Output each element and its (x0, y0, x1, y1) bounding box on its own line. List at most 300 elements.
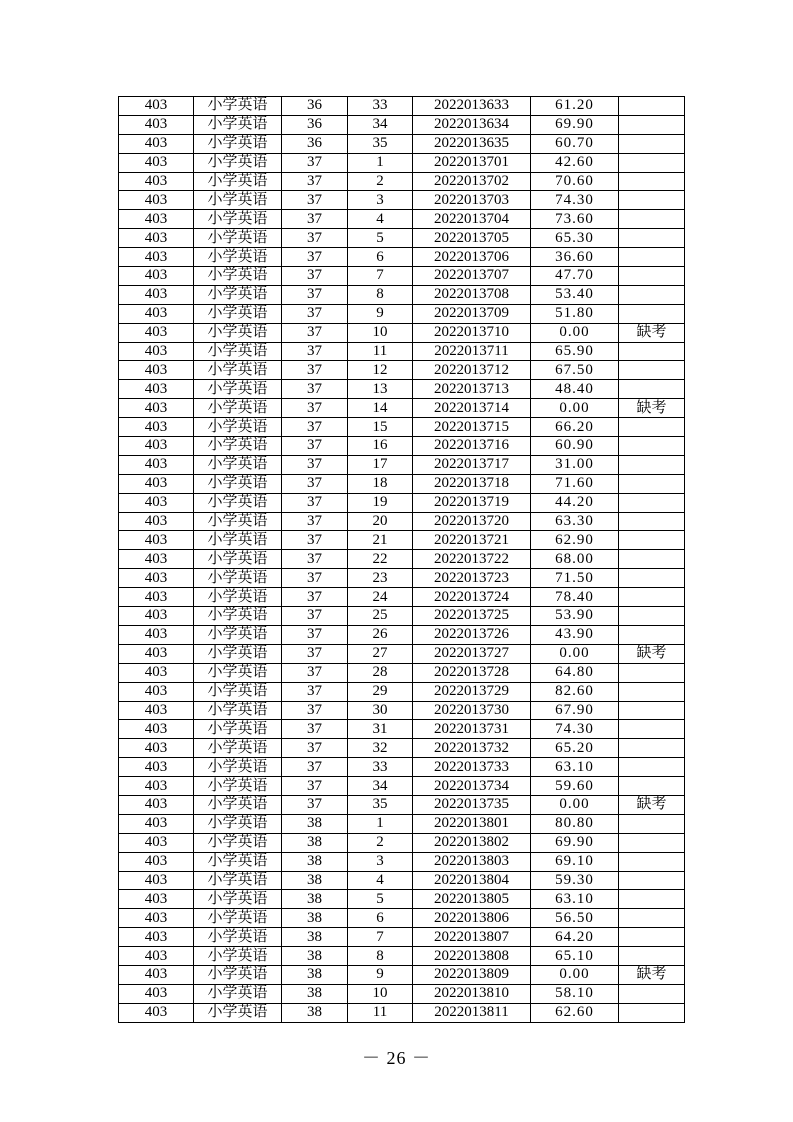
table-row (119, 531, 685, 550)
table-row (119, 380, 685, 399)
seat-number-cell: 9 (348, 965, 413, 984)
exam-room-cell: 37 (282, 191, 348, 210)
table-row (119, 361, 685, 380)
position-code-cell: 403 (119, 418, 194, 437)
position-code-cell: 403 (119, 399, 194, 418)
ticket-number-cell: 2022013712 (413, 361, 531, 380)
score-cell: 48.40 (531, 380, 619, 399)
subject-cell: 小学英语 (194, 399, 282, 418)
table-row (119, 210, 685, 229)
seat-number-cell: 20 (348, 512, 413, 531)
table-row (119, 474, 685, 493)
score-cell: 69.90 (531, 833, 619, 852)
table-row (119, 342, 685, 361)
seat-number-cell: 7 (348, 928, 413, 947)
table-row (119, 512, 685, 531)
exam-room-cell: 38 (282, 833, 348, 852)
table-row (119, 890, 685, 909)
ticket-number-cell: 2022013811 (413, 1003, 531, 1022)
remark-cell: 缺考 (619, 399, 685, 418)
position-code-cell: 403 (119, 814, 194, 833)
exam-room-cell: 38 (282, 852, 348, 871)
position-code-cell: 403 (119, 531, 194, 550)
position-code-cell: 403 (119, 795, 194, 814)
remark-cell (619, 172, 685, 191)
table-row (119, 701, 685, 720)
remark-cell (619, 134, 685, 153)
seat-number-cell: 10 (348, 323, 413, 342)
seat-number-cell: 1 (348, 153, 413, 172)
remark-cell (619, 625, 685, 644)
seat-number-cell: 4 (348, 210, 413, 229)
remark-cell (619, 607, 685, 626)
seat-number-cell: 13 (348, 380, 413, 399)
exam-room-cell: 37 (282, 625, 348, 644)
table-row (119, 833, 685, 852)
score-cell: 36.60 (531, 248, 619, 267)
subject-cell: 小学英语 (194, 569, 282, 588)
exam-room-cell: 36 (282, 134, 348, 153)
exam-room-cell: 37 (282, 267, 348, 286)
position-code-cell: 403 (119, 191, 194, 210)
score-cell: 65.30 (531, 229, 619, 248)
ticket-number-cell: 2022013702 (413, 172, 531, 191)
subject-cell: 小学英语 (194, 361, 282, 380)
subject-cell: 小学英语 (194, 965, 282, 984)
ticket-number-cell: 2022013732 (413, 739, 531, 758)
exam-room-cell: 37 (282, 739, 348, 758)
position-code-cell: 403 (119, 229, 194, 248)
exam-room-cell: 38 (282, 1003, 348, 1022)
subject-cell: 小学英语 (194, 267, 282, 286)
seat-number-cell: 1 (348, 814, 413, 833)
seat-number-cell: 8 (348, 285, 413, 304)
seat-number-cell: 5 (348, 890, 413, 909)
score-cell: 60.70 (531, 134, 619, 153)
score-cell: 67.90 (531, 701, 619, 720)
score-cell: 0.00 (531, 644, 619, 663)
ticket-number-cell: 2022013720 (413, 512, 531, 531)
ticket-number-cell: 2022013718 (413, 474, 531, 493)
table-row (119, 134, 685, 153)
seat-number-cell: 4 (348, 871, 413, 890)
seat-number-cell: 34 (348, 115, 413, 134)
table-row (119, 455, 685, 474)
remark-cell (619, 871, 685, 890)
ticket-number-cell: 2022013634 (413, 115, 531, 134)
score-cell: 31.00 (531, 455, 619, 474)
table-row (119, 663, 685, 682)
seat-number-cell: 31 (348, 720, 413, 739)
subject-cell: 小学英语 (194, 890, 282, 909)
remark-cell (619, 304, 685, 323)
seat-number-cell: 17 (348, 455, 413, 474)
remark-cell (619, 474, 685, 493)
position-code-cell: 403 (119, 852, 194, 871)
ticket-number-cell: 2022013717 (413, 455, 531, 474)
score-cell: 71.60 (531, 474, 619, 493)
subject-cell: 小学英语 (194, 947, 282, 966)
subject-cell: 小学英语 (194, 437, 282, 456)
subject-cell: 小学英语 (194, 795, 282, 814)
score-cell: 43.90 (531, 625, 619, 644)
table-row (119, 607, 685, 626)
seat-number-cell: 6 (348, 248, 413, 267)
score-cell: 64.20 (531, 928, 619, 947)
seat-number-cell: 8 (348, 947, 413, 966)
position-code-cell: 403 (119, 115, 194, 134)
ticket-number-cell: 2022013707 (413, 267, 531, 286)
remark-cell (619, 550, 685, 569)
score-cell: 0.00 (531, 323, 619, 342)
exam-room-cell: 37 (282, 663, 348, 682)
ticket-number-cell: 2022013729 (413, 682, 531, 701)
subject-cell: 小学英语 (194, 814, 282, 833)
ticket-number-cell: 2022013704 (413, 210, 531, 229)
remark-cell (619, 285, 685, 304)
position-code-cell: 403 (119, 909, 194, 928)
table-row (119, 777, 685, 796)
exam-room-cell: 37 (282, 588, 348, 607)
exam-room-cell: 37 (282, 248, 348, 267)
score-cell: 63.10 (531, 890, 619, 909)
remark-cell (619, 115, 685, 134)
exam-room-cell: 37 (282, 172, 348, 191)
position-code-cell: 403 (119, 625, 194, 644)
position-code-cell: 403 (119, 644, 194, 663)
ticket-number-cell: 2022013735 (413, 795, 531, 814)
table-row (119, 97, 685, 116)
remark-cell (619, 984, 685, 1003)
table-row (119, 1003, 685, 1022)
position-code-cell: 403 (119, 474, 194, 493)
table-row (119, 852, 685, 871)
position-code-cell: 403 (119, 720, 194, 739)
score-cell: 44.20 (531, 493, 619, 512)
seat-number-cell: 15 (348, 418, 413, 437)
table-row (119, 814, 685, 833)
table-row (119, 191, 685, 210)
seat-number-cell: 35 (348, 795, 413, 814)
exam-room-cell: 37 (282, 720, 348, 739)
table-row (119, 172, 685, 191)
position-code-cell: 403 (119, 361, 194, 380)
subject-cell: 小学英语 (194, 285, 282, 304)
remark-cell (619, 814, 685, 833)
seat-number-cell: 18 (348, 474, 413, 493)
subject-cell: 小学英语 (194, 833, 282, 852)
seat-number-cell: 34 (348, 777, 413, 796)
remark-cell (619, 437, 685, 456)
seat-number-cell: 11 (348, 342, 413, 361)
subject-cell: 小学英语 (194, 1003, 282, 1022)
subject-cell: 小学英语 (194, 512, 282, 531)
subject-cell: 小学英语 (194, 588, 282, 607)
remark-cell (619, 947, 685, 966)
seat-number-cell: 11 (348, 1003, 413, 1022)
score-table-body (119, 97, 685, 1023)
exam-room-cell: 37 (282, 380, 348, 399)
position-code-cell: 403 (119, 437, 194, 456)
subject-cell: 小学英语 (194, 682, 282, 701)
position-code-cell: 403 (119, 285, 194, 304)
subject-cell: 小学英语 (194, 720, 282, 739)
score-cell: 62.60 (531, 1003, 619, 1022)
exam-room-cell: 37 (282, 361, 348, 380)
position-code-cell: 403 (119, 569, 194, 588)
seat-number-cell: 10 (348, 984, 413, 1003)
score-cell: 74.30 (531, 191, 619, 210)
position-code-cell: 403 (119, 928, 194, 947)
exam-room-cell: 37 (282, 531, 348, 550)
table-row (119, 795, 685, 814)
table-row (119, 399, 685, 418)
seat-number-cell: 35 (348, 134, 413, 153)
remark-cell (619, 928, 685, 947)
remark-cell (619, 890, 685, 909)
table-row (119, 909, 685, 928)
ticket-number-cell: 2022013731 (413, 720, 531, 739)
exam-room-cell: 37 (282, 399, 348, 418)
exam-room-cell: 37 (282, 455, 348, 474)
score-cell: 67.50 (531, 361, 619, 380)
position-code-cell: 403 (119, 97, 194, 116)
seat-number-cell: 9 (348, 304, 413, 323)
score-cell: 71.50 (531, 569, 619, 588)
subject-cell: 小学英语 (194, 172, 282, 191)
score-cell: 42.60 (531, 153, 619, 172)
ticket-number-cell: 2022013719 (413, 493, 531, 512)
ticket-number-cell: 2022013809 (413, 965, 531, 984)
position-code-cell: 403 (119, 947, 194, 966)
exam-room-cell: 37 (282, 701, 348, 720)
remark-cell: 缺考 (619, 965, 685, 984)
exam-room-cell: 36 (282, 115, 348, 134)
ticket-number-cell: 2022013810 (413, 984, 531, 1003)
seat-number-cell: 25 (348, 607, 413, 626)
remark-cell (619, 720, 685, 739)
ticket-number-cell: 2022013801 (413, 814, 531, 833)
position-code-cell: 403 (119, 304, 194, 323)
remark-cell (619, 229, 685, 248)
seat-number-cell: 32 (348, 739, 413, 758)
position-code-cell: 403 (119, 210, 194, 229)
ticket-number-cell: 2022013727 (413, 644, 531, 663)
score-cell: 53.90 (531, 607, 619, 626)
exam-room-cell: 38 (282, 871, 348, 890)
seat-number-cell: 29 (348, 682, 413, 701)
subject-cell: 小学英语 (194, 777, 282, 796)
score-cell: 69.90 (531, 115, 619, 134)
position-code-cell: 403 (119, 777, 194, 796)
position-code-cell: 403 (119, 550, 194, 569)
subject-cell: 小学英语 (194, 607, 282, 626)
remark-cell (619, 682, 685, 701)
ticket-number-cell: 2022013806 (413, 909, 531, 928)
remark-cell: 缺考 (619, 323, 685, 342)
seat-number-cell: 28 (348, 663, 413, 682)
ticket-number-cell: 2022013808 (413, 947, 531, 966)
exam-room-cell: 38 (282, 928, 348, 947)
ticket-number-cell: 2022013709 (413, 304, 531, 323)
table-row (119, 984, 685, 1003)
ticket-number-cell: 2022013713 (413, 380, 531, 399)
table-row (119, 153, 685, 172)
seat-number-cell: 33 (348, 758, 413, 777)
seat-number-cell: 21 (348, 531, 413, 550)
seat-number-cell: 2 (348, 172, 413, 191)
seat-number-cell: 3 (348, 191, 413, 210)
subject-cell: 小学英语 (194, 191, 282, 210)
subject-cell: 小学英语 (194, 928, 282, 947)
subject-cell: 小学英语 (194, 474, 282, 493)
position-code-cell: 403 (119, 342, 194, 361)
table-row (119, 267, 685, 286)
position-code-cell: 403 (119, 1003, 194, 1022)
position-code-cell: 403 (119, 758, 194, 777)
subject-cell: 小学英语 (194, 909, 282, 928)
remark-cell (619, 210, 685, 229)
exam-room-cell: 37 (282, 758, 348, 777)
subject-cell: 小学英语 (194, 644, 282, 663)
subject-cell: 小学英语 (194, 493, 282, 512)
ticket-number-cell: 2022013726 (413, 625, 531, 644)
remark-cell (619, 267, 685, 286)
ticket-number-cell: 2022013711 (413, 342, 531, 361)
score-table (118, 96, 685, 1023)
remark-cell (619, 909, 685, 928)
seat-number-cell: 16 (348, 437, 413, 456)
remark-cell (619, 663, 685, 682)
position-code-cell: 403 (119, 455, 194, 474)
subject-cell: 小学英语 (194, 229, 282, 248)
table-row (119, 739, 685, 758)
remark-cell (619, 701, 685, 720)
position-code-cell: 403 (119, 965, 194, 984)
remark-cell: 缺考 (619, 795, 685, 814)
table-row (119, 248, 685, 267)
score-cell: 61.20 (531, 97, 619, 116)
score-cell: 63.10 (531, 758, 619, 777)
score-cell: 58.10 (531, 984, 619, 1003)
subject-cell: 小学英语 (194, 550, 282, 569)
subject-cell: 小学英语 (194, 455, 282, 474)
remark-cell (619, 153, 685, 172)
ticket-number-cell: 2022013701 (413, 153, 531, 172)
exam-room-cell: 38 (282, 984, 348, 1003)
position-code-cell: 403 (119, 739, 194, 758)
remark-cell (619, 418, 685, 437)
subject-cell: 小学英语 (194, 739, 282, 758)
exam-room-cell: 37 (282, 323, 348, 342)
ticket-number-cell: 2022013633 (413, 97, 531, 116)
position-code-cell: 403 (119, 512, 194, 531)
position-code-cell: 403 (119, 267, 194, 286)
ticket-number-cell: 2022013723 (413, 569, 531, 588)
exam-room-cell: 37 (282, 304, 348, 323)
table-row (119, 550, 685, 569)
position-code-cell: 403 (119, 323, 194, 342)
exam-room-cell: 38 (282, 890, 348, 909)
seat-number-cell: 19 (348, 493, 413, 512)
position-code-cell: 403 (119, 248, 194, 267)
subject-cell: 小学英语 (194, 304, 282, 323)
score-cell: 64.80 (531, 663, 619, 682)
exam-room-cell: 37 (282, 285, 348, 304)
position-code-cell: 403 (119, 607, 194, 626)
table-row (119, 115, 685, 134)
ticket-number-cell: 2022013706 (413, 248, 531, 267)
remark-cell (619, 758, 685, 777)
ticket-number-cell: 2022013708 (413, 285, 531, 304)
score-cell: 66.20 (531, 418, 619, 437)
remark-cell (619, 97, 685, 116)
table-row (119, 871, 685, 890)
subject-cell: 小学英语 (194, 380, 282, 399)
position-code-cell: 403 (119, 663, 194, 682)
ticket-number-cell: 2022013730 (413, 701, 531, 720)
score-cell: 68.00 (531, 550, 619, 569)
remark-cell (619, 342, 685, 361)
subject-cell: 小学英语 (194, 758, 282, 777)
seat-number-cell: 33 (348, 97, 413, 116)
ticket-number-cell: 2022013715 (413, 418, 531, 437)
ticket-number-cell: 2022013803 (413, 852, 531, 871)
table-row (119, 229, 685, 248)
exam-room-cell: 38 (282, 947, 348, 966)
exam-room-cell: 37 (282, 512, 348, 531)
position-code-cell: 403 (119, 380, 194, 399)
exam-room-cell: 38 (282, 965, 348, 984)
score-cell: 56.50 (531, 909, 619, 928)
remark-cell (619, 248, 685, 267)
table-row (119, 947, 685, 966)
score-cell: 65.20 (531, 739, 619, 758)
subject-cell: 小学英语 (194, 984, 282, 1003)
exam-room-cell: 37 (282, 795, 348, 814)
ticket-number-cell: 2022013733 (413, 758, 531, 777)
score-cell: 65.10 (531, 947, 619, 966)
table-row (119, 569, 685, 588)
exam-room-cell: 37 (282, 153, 348, 172)
subject-cell: 小学英语 (194, 663, 282, 682)
ticket-number-cell: 2022013722 (413, 550, 531, 569)
exam-room-cell: 37 (282, 418, 348, 437)
table-row (119, 758, 685, 777)
seat-number-cell: 22 (348, 550, 413, 569)
position-code-cell: 403 (119, 682, 194, 701)
subject-cell: 小学英语 (194, 210, 282, 229)
position-code-cell: 403 (119, 701, 194, 720)
subject-cell: 小学英语 (194, 625, 282, 644)
seat-number-cell: 27 (348, 644, 413, 663)
table-row (119, 493, 685, 512)
ticket-number-cell: 2022013635 (413, 134, 531, 153)
score-cell: 0.00 (531, 795, 619, 814)
ticket-number-cell: 2022013804 (413, 871, 531, 890)
score-cell: 53.40 (531, 285, 619, 304)
exam-room-cell: 37 (282, 493, 348, 512)
remark-cell (619, 191, 685, 210)
subject-cell: 小学英语 (194, 342, 282, 361)
exam-room-cell: 38 (282, 909, 348, 928)
exam-room-cell: 37 (282, 607, 348, 626)
score-cell: 69.10 (531, 852, 619, 871)
subject-cell: 小学英语 (194, 153, 282, 172)
seat-number-cell: 6 (348, 909, 413, 928)
score-cell: 0.00 (531, 399, 619, 418)
position-code-cell: 403 (119, 984, 194, 1003)
